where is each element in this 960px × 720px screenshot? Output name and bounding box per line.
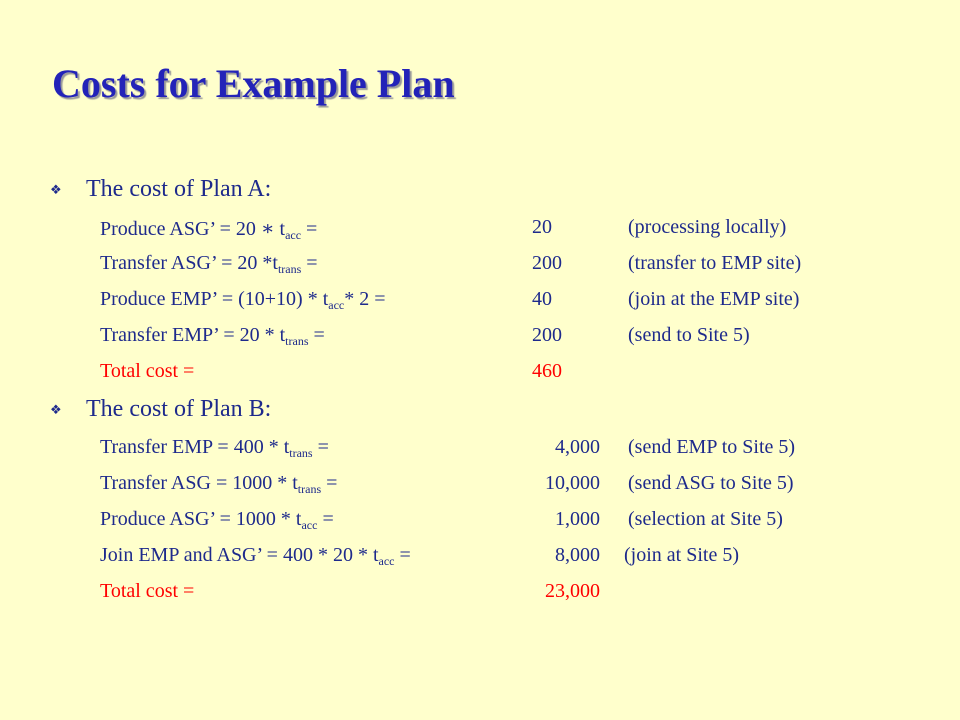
cost-expression: Transfer EMP = $400 * t_{trans}$ =	[100, 436, 329, 460]
cost-note: (send ASG to Site 5)	[628, 472, 794, 494]
total-label: Total cost =	[100, 360, 195, 382]
cost-note: (transfer to EMP site)	[628, 252, 802, 274]
diamond-bullet-icon: ❖	[50, 402, 62, 418]
cost-value: 1,000	[555, 508, 600, 530]
total-value: 23,000	[545, 580, 600, 602]
cost-value: 8,000	[555, 544, 600, 566]
cost-expression: Produce ASG’ = $1000 * t_{acc}$ =	[100, 508, 334, 532]
plan-a-heading	[50, 176, 271, 203]
cost-note: (send to Site 5)	[628, 324, 750, 346]
cost-value: 10,000	[545, 472, 600, 494]
plan-a-heading-text: The cost of Plan A:	[86, 176, 272, 202]
cost-expression: Transfer ASG = $1000 * t_{trans}$ =	[100, 472, 338, 496]
diamond-bullet-icon: ❖	[50, 182, 62, 198]
cost-value: 20	[532, 216, 552, 238]
total-label: Total cost =	[100, 580, 195, 602]
total-value: 460	[532, 360, 562, 382]
cost-expression: Produce ASG’ = 20 ∗ $t_{acc}$ =	[100, 218, 318, 242]
cost-note: (join at Site 5)	[624, 544, 739, 566]
cost-expression: Transfer ASG’ = 20 $*t_{trans}$ =	[100, 252, 318, 276]
cost-note: (selection at Site 5)	[628, 508, 783, 530]
cost-value: 4,000	[555, 436, 600, 458]
cost-note: (processing locally)	[628, 216, 787, 238]
cost-expression: Produce EMP’ = $(10+10) * t_{acc}*$ 2 =	[100, 288, 386, 312]
cost-value: 200	[532, 252, 562, 274]
cost-expression: Join EMP and ASG’ = $400 * 20 * t_{acc}$ =	[100, 544, 411, 568]
cost-expression: Transfer EMP’ = $20 * t_{trans}$ =	[100, 324, 325, 348]
cost-note: (send EMP to Site 5)	[628, 436, 796, 458]
cost-value: 40	[532, 288, 552, 310]
cost-value: 200	[532, 324, 562, 346]
plan-b-heading	[50, 396, 271, 423]
slide-title: Costs for Example Plan	[52, 61, 455, 106]
cost-note: (join at the EMP site)	[628, 288, 800, 310]
plan-b-heading-text: The cost of Plan B:	[86, 396, 272, 422]
